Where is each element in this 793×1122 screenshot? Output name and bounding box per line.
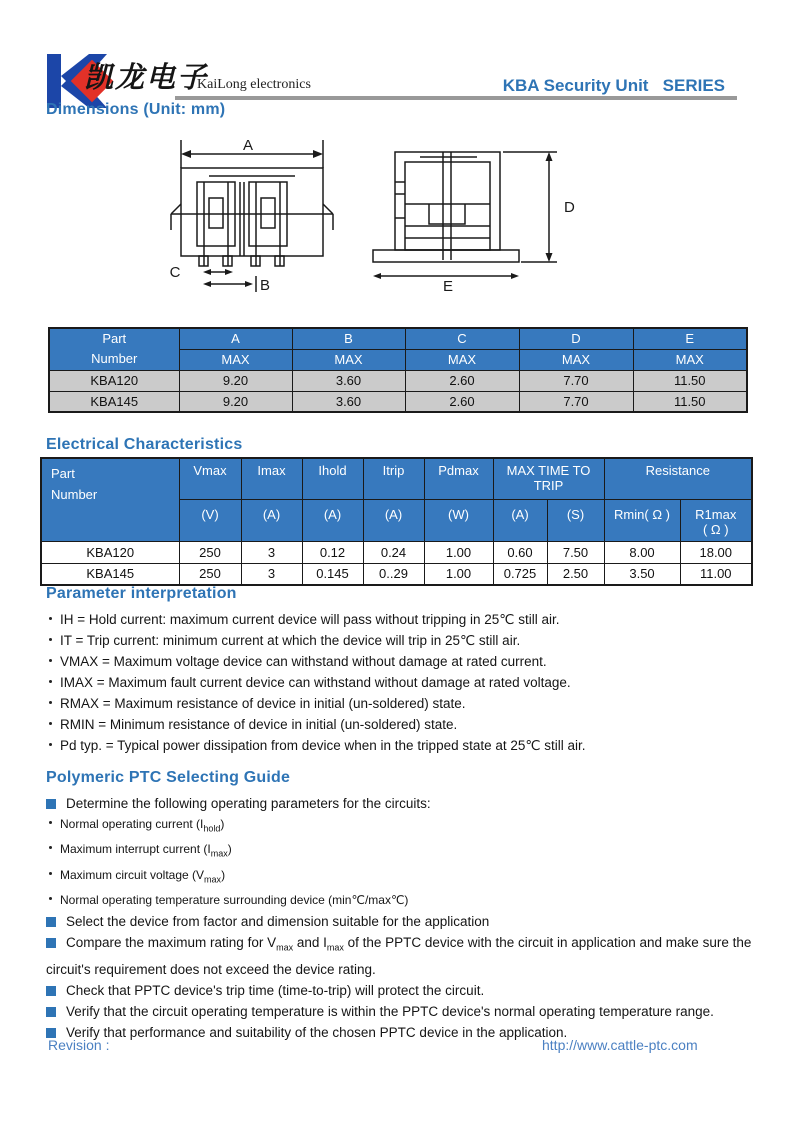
bullet-text: ) [221, 867, 226, 882]
dim-max-label: MAX [179, 349, 292, 370]
bullet-dot-icon [49, 821, 52, 824]
side-view-diagram [365, 142, 580, 294]
table-cell: 11.50 [633, 370, 747, 391]
selecting-guide-heading: Polymeric PTC Selecting Guide [46, 769, 291, 786]
elec-unit-s: (S) [547, 499, 604, 541]
dim-max-label: MAX [405, 349, 519, 370]
table-cell: 0.725 [493, 563, 547, 585]
series-title: KBA Security Unit SERIES [502, 76, 725, 95]
bullet-dot-icon [49, 638, 52, 641]
elec-part-line1: Part [51, 466, 75, 481]
elec-col-pdmax: Pdmax [424, 458, 493, 499]
dimensions-heading: Dimensions (Unit: mm) [46, 101, 226, 118]
table-cell: 1.00 [424, 563, 493, 585]
dim-part-line2: Number [91, 351, 138, 367]
dim-label-d: D [564, 199, 575, 216]
elec-col-vmax: Vmax [179, 458, 241, 499]
subscript: hold [203, 823, 221, 834]
bullet-dot-icon [49, 701, 52, 704]
dim-col-header-c: C [405, 328, 519, 349]
dim-max-label: MAX [519, 349, 633, 370]
dim-label-a: A [242, 137, 254, 154]
elec-unit-r1max [680, 499, 752, 541]
elec-col-max-time-to-trip: MAX TIME TO TRIP [493, 458, 604, 499]
table-cell: 11.00 [680, 563, 752, 585]
table-cell: KBA145 [41, 563, 179, 585]
elec-unit-w: (W) [424, 499, 493, 541]
elec-table-row [41, 541, 752, 563]
parameter-interpretation-section [46, 585, 758, 756]
table-cell: 0.12 [302, 541, 363, 563]
elec-unit-a: (A) [302, 499, 363, 541]
dim-col-header-b: B [292, 328, 405, 349]
front-view-diagram [163, 136, 369, 296]
table-cell: 9.20 [179, 391, 292, 412]
table-cell: 1.00 [424, 541, 493, 563]
selecting-guide-section [46, 769, 760, 1043]
dim-table-row [49, 370, 747, 391]
table-cell: 8.00 [604, 541, 680, 563]
dim-label-e: E [443, 278, 454, 294]
dim-table-row [49, 391, 747, 412]
dim-part-line1: Part [102, 331, 127, 347]
dim-col-header-d: D [519, 328, 633, 349]
table-cell: 250 [179, 541, 241, 563]
bullet-dot-icon [49, 680, 52, 683]
list-item [46, 865, 760, 890]
bullet-text: Maximum circuit voltage (V [60, 867, 205, 882]
bullet-text: Verify that performance and suitability of the chosen PPTC device in the application. [66, 1024, 568, 1040]
bullet-text: Determine the following operating parameters for the circuits: [66, 796, 431, 811]
list-item [46, 672, 758, 693]
list-item [46, 793, 760, 814]
elec-col-ihold: Ihold [302, 458, 363, 499]
table-cell: 3.60 [292, 370, 405, 391]
bullet-dot-icon [49, 722, 52, 725]
bullet-text: Normal operating temperature surrounding device (min℃/max℃) [60, 893, 409, 908]
dim-col-header-a: A [179, 328, 292, 349]
elec-unit-a: (A) [363, 499, 424, 541]
bullet-square-icon [46, 938, 56, 948]
bullet-square-icon [46, 799, 56, 809]
table-cell: 3.60 [292, 391, 405, 412]
bullet-text: Normal operating current (I [60, 817, 204, 831]
electrical-heading: Electrical Characteristics [46, 436, 243, 453]
table-cell: KBA145 [49, 391, 179, 412]
electrical-table [40, 457, 753, 586]
bullet-text: ) [227, 842, 232, 857]
list-item [46, 651, 758, 672]
bullet-dot-icon [49, 872, 52, 875]
elec-r1max-line2: ( Ω ) [702, 521, 729, 537]
bullet-text: Select the device from factor and dimension suitable for the application [66, 914, 490, 930]
table-cell: 18.00 [680, 541, 752, 563]
bullet-text: IT = Trip current: minimum current at which the device will trip in 25℃ still air. [60, 633, 521, 648]
dim-max-label: MAX [292, 349, 405, 370]
bullet-text: Check that PPTC device's trip time (time-to-trip) will protect the circuit. [66, 982, 485, 998]
dimensions-table [48, 327, 748, 413]
list-item [46, 1001, 760, 1022]
table-cell: 3.50 [604, 563, 680, 585]
table-cell: 2.60 [405, 391, 519, 412]
bullet-dot-icon [49, 659, 52, 662]
subscript: max [326, 942, 344, 953]
list-item [46, 932, 760, 980]
table-cell: 7.70 [519, 391, 633, 412]
table-cell: 0.60 [493, 541, 547, 563]
list-item [46, 714, 758, 735]
elec-unit-a: (A) [241, 499, 302, 541]
table-cell: 7.70 [519, 370, 633, 391]
list-item [46, 890, 760, 911]
table-cell: 7.50 [547, 541, 604, 563]
elec-r1max-line1: R1max [695, 506, 737, 522]
bullet-dot-icon [49, 617, 52, 620]
table-cell: 2.60 [405, 370, 519, 391]
table-cell: KBA120 [49, 370, 179, 391]
table-cell: 0..29 [363, 563, 424, 585]
brand-name-chinese: 凯龙电子 [84, 62, 209, 94]
bullet-text: Pd typ. = Typical power dissipation from device when in the tripped state at 25℃ still air. [60, 738, 586, 753]
dim-label-b: B [259, 277, 271, 294]
subscript: max [210, 848, 228, 859]
elec-col-itrip: Itrip [363, 458, 424, 499]
bullet-text: VMAX = Maximum voltage device can withstand without damage at rated current. [60, 654, 547, 669]
revision-label: Revision : [48, 1037, 110, 1053]
bullet-square-icon [46, 917, 56, 927]
dim-header-row-1 [49, 328, 747, 349]
table-cell: 250 [179, 563, 241, 585]
elec-unit-a: (A) [493, 499, 547, 541]
table-cell: KBA120 [41, 541, 179, 563]
bullet-text: ) [220, 817, 225, 831]
list-item [46, 735, 758, 756]
parameter-interpretation-heading: Parameter interpretation [46, 585, 237, 602]
list-item [46, 814, 760, 839]
dim-max-label: MAX [633, 349, 747, 370]
elec-col-imax: Imax [241, 458, 302, 499]
list-item [46, 911, 760, 932]
table-cell: 3 [241, 541, 302, 563]
elec-part-line2: Number [51, 487, 98, 502]
list-item [46, 609, 758, 630]
bullet-text: Verify that the circuit operating temperature is within the PPTC device's normal operating temperature range. [66, 1003, 714, 1019]
dim-col-header-e: E [633, 328, 747, 349]
bullet-text: of the PPTC device with the circuit in application and make sure the circuit's requirement does not exceed the device rating. [46, 935, 752, 977]
elec-part-number-header [41, 458, 179, 541]
bullet-text: and I [293, 935, 327, 951]
bullet-text: IMAX = Maximum fault current device can withstand without damage at rated voltage. [60, 675, 571, 690]
bullet-dot-icon [49, 846, 52, 849]
list-item [46, 980, 760, 1001]
list-item [46, 839, 760, 864]
brand-name-english: KaiLong electronics [197, 77, 311, 92]
dim-label-c: C [169, 264, 181, 281]
elec-unit-rmin: Rmin( Ω ) [604, 499, 680, 541]
subscript: max [204, 874, 222, 885]
bullet-text: Maximum interrupt current (I [60, 842, 211, 857]
bullet-square-icon [46, 986, 56, 996]
bullet-text: RMAX = Maximum resistance of device in initial (un-soldered) state. [60, 696, 466, 711]
dim-part-number-header [49, 328, 179, 370]
elec-unit-v: (V) [179, 499, 241, 541]
bullet-text: RMIN = Minimum resistance of device in initial (un-soldered) state. [60, 717, 458, 732]
table-cell: 9.20 [179, 370, 292, 391]
table-cell: 0.24 [363, 541, 424, 563]
header-divider [175, 96, 737, 100]
list-item [46, 693, 758, 714]
subscript: max [276, 942, 294, 953]
table-cell: 2.50 [547, 563, 604, 585]
table-cell: 0.145 [302, 563, 363, 585]
bullet-text: Compare the maximum rating for V [66, 935, 277, 951]
elec-table-row [41, 563, 752, 585]
elec-header-row-1 [41, 458, 752, 499]
table-cell: 3 [241, 563, 302, 585]
bullet-square-icon [46, 1007, 56, 1017]
bullet-dot-icon [49, 743, 52, 746]
table-cell: 11.50 [633, 391, 747, 412]
elec-col-resistance: Resistance [604, 458, 752, 499]
bullet-text: IH = Hold current: maximum current device will pass without tripping in 25℃ still air. [60, 612, 560, 627]
bullet-dot-icon [49, 897, 52, 900]
list-item [46, 630, 758, 651]
website-link[interactable]: http://www.cattle-ptc.com [542, 1037, 698, 1053]
